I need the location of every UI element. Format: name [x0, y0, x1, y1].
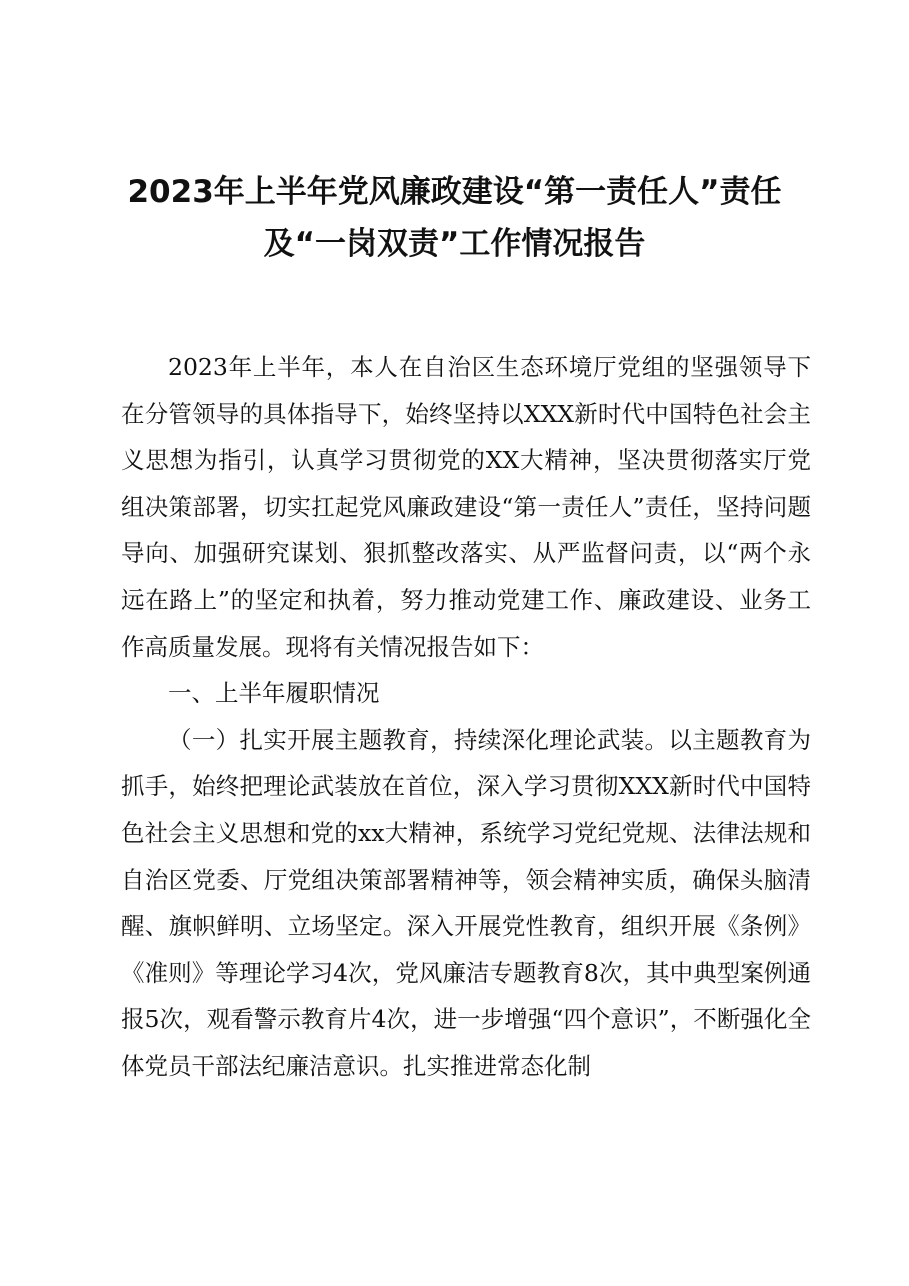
- title-line-1: 2023年上半年党风廉政建设“第一责任人”责任: [127, 174, 782, 210]
- document-body: [121, 344, 811, 1090]
- intro-paragraph: 2023年上半年，本人在自治区生态环境厅党组的坚强领导下在分管领导的具体指导下，始终坚持以XXX新时代中国特色社会主义思想为指引，认真学习贯彻党的XX大精神，坚决贯彻落实厅党组决策部署，切实扛起党风廉政建设“第一责任人”责任，坚持问题导向、加强研究谋划、狠抓整改落实、从严监督问责，以“两个永远在路上”的坚定和执着，努力推动党建工作、廉政建设、业务工作高质量发展。现将有关情况报告如下：: [121, 353, 811, 661]
- document-title: [60, 166, 849, 270]
- title-line-2: 及“一岗双责”工作情况报告: [263, 226, 646, 262]
- subsection-paragraph: （一）扎实开展主题教育，持续深化理论武装。以主题教育为抓手，始终把理论武装放在首位，深入学习贯彻XXX新时代中国特色社会主义思想和党的xx大精神，系统学习党纪党规、法律法规和自治区党委、厅党组决策部署精神等，领会精神实质，确保头脑清醒、旗帜鲜明、立场坚定。深入开展党性教育，组织开展《条例》《准则》等理论学习4次，党风廉洁专题教育8次，其中典型案例通报5次，观看警示教育片4次，进一步增强“四个意识”，不断强化全体党员干部法纪廉洁意识。扎实推进常态化制: [121, 725, 811, 1080]
- section-heading: 一、上半年履职情况: [168, 679, 380, 708]
